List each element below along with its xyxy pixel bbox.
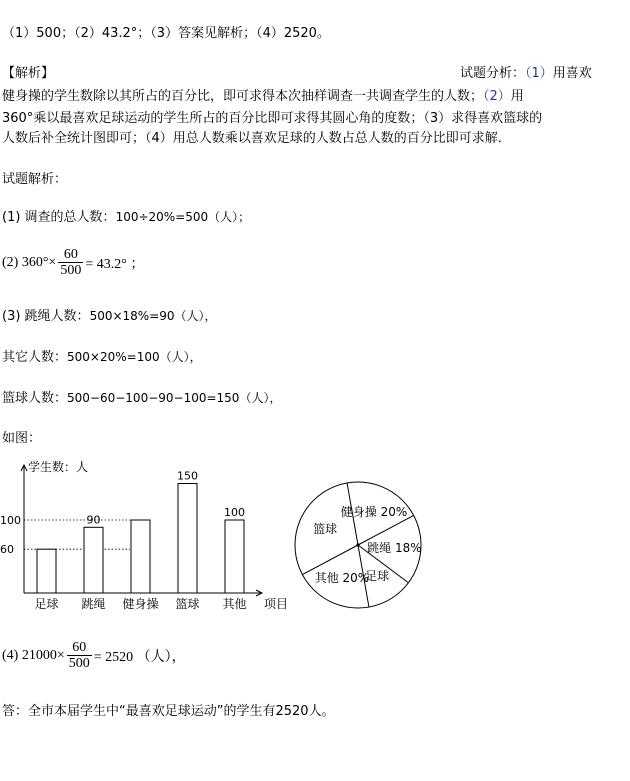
category-label-2: 跳绳 <box>81 597 106 611</box>
analysis-line-4: 人数后补全统计图即可；（4）用总人数乘以喜欢足球的人数占总人数的百分比即可求解． <box>2 131 511 146</box>
step-3b-value: 500×20%=100（人）， <box>67 350 202 364</box>
analysis-tail-1: 用喜欢 <box>552 66 592 81</box>
step-4-numerator: 60 <box>67 640 92 656</box>
step-2-prefix: (2) 360°× <box>2 254 57 270</box>
bar-5 <box>225 520 244 593</box>
bar-1 <box>37 549 56 593</box>
solution-title: 试题解析： <box>2 172 68 187</box>
shiti-fenxi-text: 试题分析： <box>460 66 526 81</box>
step-4-fraction <box>67 640 92 671</box>
analysis-tail-2: 用 <box>510 89 524 104</box>
y-tick-label-60: 60 <box>0 543 14 557</box>
solution-step-4 <box>2 640 186 671</box>
degree-360: 360° <box>2 111 34 126</box>
step-3c-value: 500−60−100−90−100=150（人）， <box>67 391 282 405</box>
rutu-label: 如图： <box>2 431 42 446</box>
pie-chart <box>295 482 422 608</box>
y-axis-label: 学生数：人 <box>28 460 89 474</box>
solution-step-3 <box>2 305 217 324</box>
step-2-fraction <box>58 247 83 278</box>
solution-step-3b <box>2 346 202 365</box>
category-label-3: 健身操 <box>122 597 159 611</box>
jiexi-label: 【解析】 <box>2 66 55 81</box>
pie-slice-label-1: 健身操 20% <box>340 505 408 520</box>
solution-step-3c <box>2 387 281 406</box>
final-answer-value: 2520人。 <box>275 704 335 719</box>
category-label-4: 篮球 <box>175 597 200 611</box>
pie-slice-label-4: 其他 20% <box>314 570 370 585</box>
data-label-2: 90 <box>86 513 101 527</box>
data-label-4: 150 <box>177 469 198 483</box>
step-4-prefix: (4) 21000× <box>2 647 65 663</box>
solution-step-1 <box>2 206 250 225</box>
charts-figure <box>0 455 630 630</box>
pie-slice-label-5: 篮球 <box>313 521 338 536</box>
solution-step-2 <box>2 247 144 278</box>
analysis-line-3-text: 乘以最喜欢足球运动的学生所占的百分比即可求得其圆心角的度数；（3）求得喜欢篮球的 <box>33 111 543 126</box>
bar-2 <box>84 527 103 593</box>
pie-slice-label-2: 跳绳 18% <box>367 540 422 555</box>
step-number-2: （2） <box>483 89 511 104</box>
final-answer-prefix: 答：全市本届学生中“最喜欢足球运动”的学生有 <box>2 704 276 719</box>
step-3b-prefix: 其它人数： <box>2 350 68 365</box>
step-3c-prefix: 篮球人数： <box>2 391 68 406</box>
bar-3 <box>131 520 150 593</box>
analysis-line-2 <box>2 85 524 104</box>
shiti-fenxi-label <box>460 62 592 81</box>
answer-summary-line: （1）500；（2）43.2°；（3）答案见解析；（4）2520。 <box>2 26 330 41</box>
pie-slice-label-3: 足球 <box>365 569 390 584</box>
step-number-1: （1） <box>525 66 553 81</box>
final-answer <box>2 700 335 719</box>
analysis-line-2-text: 健身操的学生数除以其所占的百分比，即可求得本次抽样调查一共调查学生的人数； <box>2 89 484 104</box>
category-label-1: 足球 <box>34 597 59 611</box>
step-3-prefix: (3) 跳绳人数： <box>2 309 90 324</box>
step-2-denominator: 500 <box>60 263 82 278</box>
step-1-value: 100÷20%=500（人）； <box>115 210 251 224</box>
bar-chart <box>0 459 288 611</box>
step-1-prefix: (1) 调查的总人数： <box>2 210 116 225</box>
analysis-line-3 <box>2 107 542 126</box>
category-label-5: 其他 <box>222 597 247 611</box>
data-label-5: 100 <box>224 506 245 519</box>
step-2-suffix: = 43.2° ； <box>85 256 145 272</box>
step-2-numerator: 60 <box>58 247 83 263</box>
x-axis-label: 项目 <box>264 597 289 611</box>
step-4-denominator: 500 <box>68 656 90 671</box>
y-tick-label-100: 100 <box>0 514 21 527</box>
step-4-suffix: = 2520 （人）， <box>93 649 186 665</box>
bar-4 <box>178 484 197 594</box>
pie-center-dot <box>356 543 359 546</box>
step-3-value: 500×18%=90（人）， <box>89 309 217 323</box>
